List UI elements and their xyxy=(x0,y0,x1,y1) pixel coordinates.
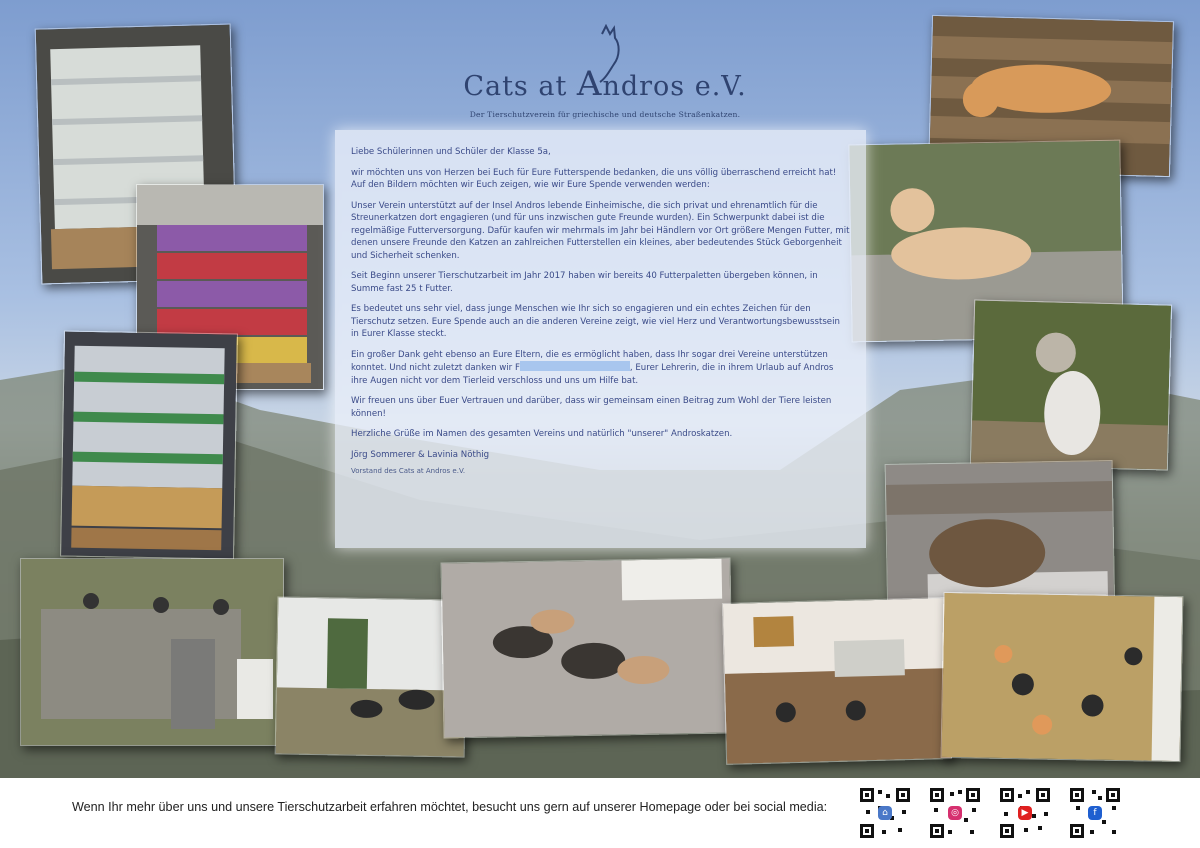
photo-feeding-station-many-cats xyxy=(722,597,952,765)
homepage-icon: ⌂ xyxy=(878,806,892,820)
photo-cats-eating-group xyxy=(440,557,733,738)
qr-code-instagram[interactable] xyxy=(928,786,982,840)
letter-paragraph-thanks: Ein großer Dank geht ebenso an Eure Eltern, die es ermöglicht haben, dass Ihr sogar drei Vereine unterstützen konntet. Und nicht zuletzt danken wir F , Eurer Lehrerin, die in ihrem Urlaub auf Andros ihre Augen nicht vor dem Tierleid verschloss und uns um Hilfe bat. xyxy=(351,349,834,386)
letter-signature-role: Vorstand des Cats at Andros e.V. xyxy=(351,467,466,475)
letter-paragraph: Seit Beginn unserer Tierschutzarbeit im Jahr 2017 haben wir bereits 40 Futterpaletten übergeben können, in Summe fast 25 t Futter. xyxy=(351,271,818,294)
logo-subtitle: Der Tierschutzverein für griechische und deutsche Straßenkatzen. xyxy=(469,110,741,119)
cat-logo-icon xyxy=(580,24,630,84)
redacted-name xyxy=(520,361,630,371)
instagram-icon: ◎ xyxy=(948,806,962,820)
footer-text: Wenn Ihr mehr über uns und unsere Tierschutzarbeit erfahren möchtet, besucht uns gern auf unserer Homepage oder bei social media: xyxy=(72,800,828,814)
youtube-icon: ▶ xyxy=(1018,806,1032,820)
photo-dry-food-pallet xyxy=(60,330,238,559)
letter-signature: Jörg Sommerer & Lavinia Nöthig xyxy=(351,449,490,460)
letter-paragraph: Wir freuen uns über Euer Vertrauen und darüber, dass wir gemeinsam einen Beitrag zum Wohl der Tiere leisten können! xyxy=(351,396,832,419)
photo-cats-stone-wall xyxy=(20,558,284,746)
letter-closing: Herzliche Grüße im Namen des gesamten Vereins und natürlich "unserer" Androskatzen. xyxy=(351,429,733,439)
photo-courtyard-cats xyxy=(941,592,1184,762)
footer xyxy=(0,778,1200,848)
facebook-icon: f xyxy=(1088,806,1102,820)
qr-code-youtube[interactable] xyxy=(998,786,1052,840)
letter-panel xyxy=(335,130,866,548)
header xyxy=(440,24,770,119)
photo-cat-sitting-tricolor xyxy=(970,299,1172,470)
photo-man-feeding-cats xyxy=(275,596,468,757)
logo-title: Cats at Andros e.V. xyxy=(463,64,747,104)
letter-paragraph: wir möchten uns von Herzen bei Euch für Eure Futterspende bedanken, die uns völlig überraschend erreicht hat! Auf den Bildern möchten wir Euch zeigen, wie wir Eure Spende verwenden werden: xyxy=(351,167,837,190)
letter-greeting: Liebe Schülerinnen und Schüler der Klasse 5a, xyxy=(351,147,551,157)
qr-code-facebook[interactable] xyxy=(1068,786,1122,840)
letter-paragraph: Unser Verein unterstützt auf der Insel Andros lebende Einheimische, die sich privat und ehrenamtlich für die Streunerkatzen dort engagieren (und für uns inzwischen gute Freunde wurden). Ein Schwerpunkt dabei ist die regelmäßige Futterversorgung. Dafür kaufen wir mehrmals im Jahr bei Händlern vor Ort größere Mengen Futter, mit denen unsere Freunde den Katzen an zahlreichen Futterstellen ein kleines, aber bedeutendes Stück Geborgenheit und Sicherheit schenken. xyxy=(351,200,850,261)
letter-paragraph: Es bedeutet uns sehr viel, dass junge Menschen wie Ihr sich so engagieren und ein echtes Zeichen für den Tierschutz setzen. Eure Spende auch an die anderen Vereine zeigt, wie viel Herz und Verantwortungsbewusstsein in Eurer Klasse steckt. xyxy=(351,304,840,339)
qr-code-homepage[interactable] xyxy=(858,786,912,840)
